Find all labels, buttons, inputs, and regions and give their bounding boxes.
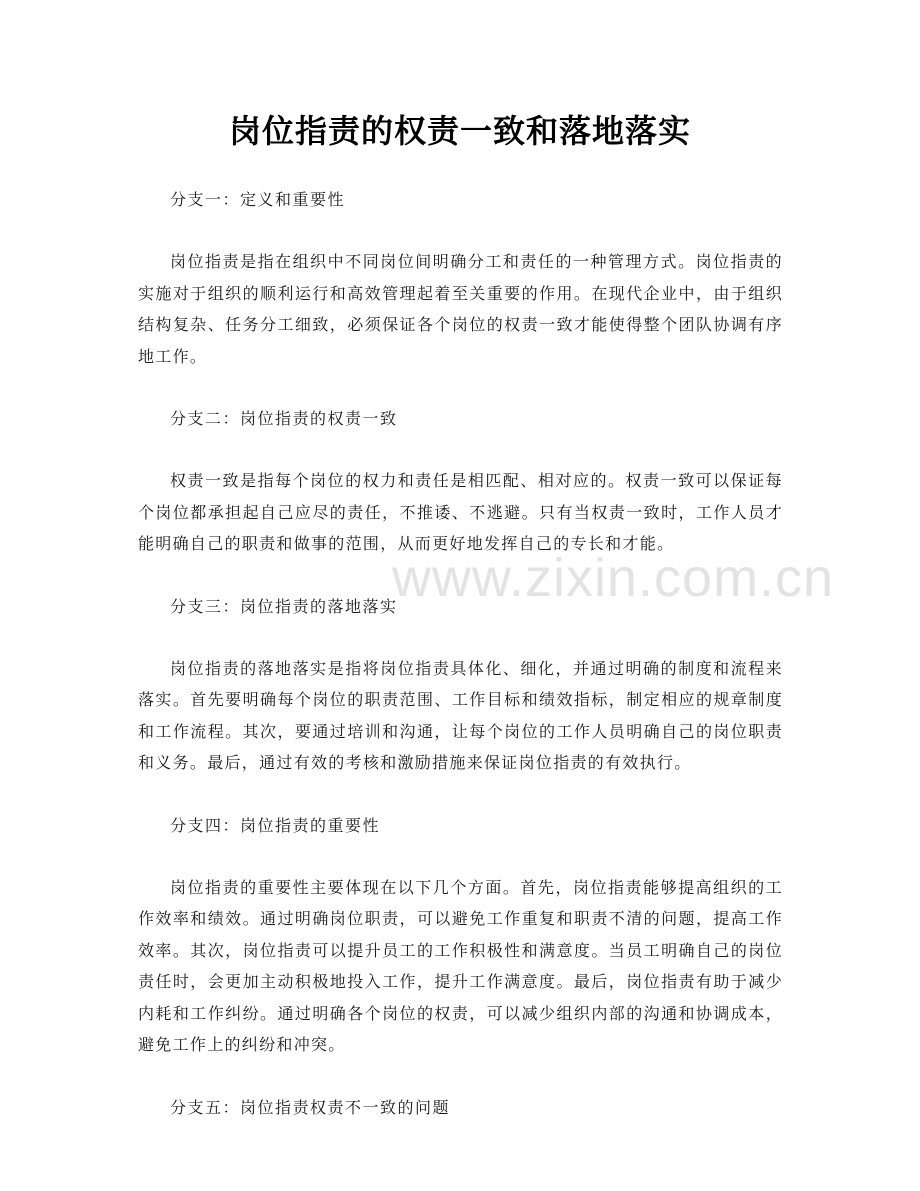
- document-body: [138, 184, 783, 1154]
- section-heading: 分支五：岗位指责权责不一致的问题: [170, 1097, 451, 1117]
- section-heading: 分支三：岗位指责的落地落实: [170, 596, 398, 616]
- section-paragraph: 岗位指责的重要性主要体现在以下几个方面。首先，岗位指责能够提高组织的工作效率和绩效。通过明确岗位职责，可以避免工作重复和职责不清的问题，提高工作效率。其次，岗位指责可以提升员工的工作积极性和满意度。当员工明确自己的岗位责任时，会更加主动积极地投入工作，提升工作满意度。最后，岗位指责有助于减少内耗和工作纠纷。通过明确各个岗位的权责，可以减少组织内部的沟通和协调成本，避免工作上的纠纷和冲突。: [138, 877, 783, 1054]
- section-paragraph: 权责一致是指每个岗位的权力和责任是相匹配、相对应的。权责一致可以保证每个岗位都承担起自己应尽的责任，不推诿、不逃避。只有当权责一致时，工作人员才能明确自己的职责和做事的范围，从而更好地发挥自己的专长和才能。: [138, 471, 783, 553]
- document-title: 岗位指责的权责一致和落地落实: [228, 112, 691, 150]
- section-heading: 分支二：岗位指责的权责一致: [170, 409, 398, 428]
- section-heading: 分支四：岗位指责的重要性: [170, 815, 381, 835]
- section-heading: 分支一：定义和重要性: [170, 190, 346, 209]
- watermark: www.zixin.com.cn: [392, 548, 835, 608]
- section-paragraph: 岗位指责的落地落实是指将岗位指责具体化、细化，并通过明确的制度和流程来落实。首先要明确每个岗位的职责范围、工作目标和绩效指标，制定相应的规章制度和工作流程。其次，要通过培训和沟通，让每个岗位的工作人员明确自己的岗位职责和义务。最后，通过有效的考核和激励措施来保证岗位指责的有效执行。: [138, 658, 783, 772]
- section-paragraph: 岗位指责是指在组织中不同岗位间明确分工和责任的一种管理方式。岗位指责的实施对于组织的顺利运行和高效管理起着至关重要的作用。在现代企业中，由于组织结构复杂、任务分工细致，必须保证各个岗位的权责一致才能使得整个团队协调有序地工作。: [138, 252, 783, 366]
